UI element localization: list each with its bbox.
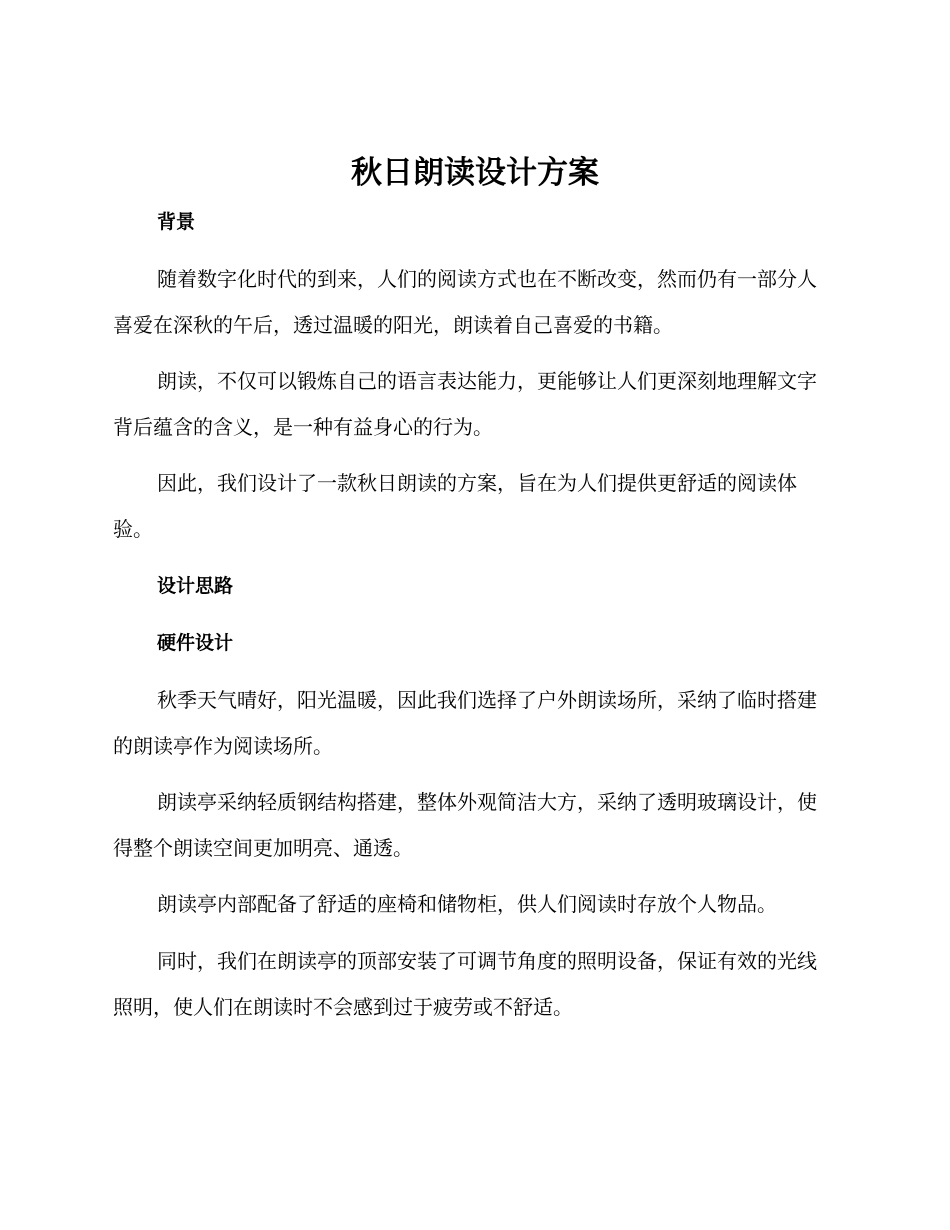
paragraph-6: 朗读亭内部配备了舒适的座椅和储物柜，供人们阅读时存放个人物品。 xyxy=(157,892,777,916)
paragraph-7: 同时，我们在朗读亭的顶部安装了可调节角度的照明设备，保证有效的光线照明，使人们在朗读时不会感到过于疲劳或不舒适。 xyxy=(113,949,817,1019)
paragraph-4: 秋季天气晴好，阳光温暖，因此我们选择了户外朗读场所，采纳了临时搭建的朗读亭作为阅读场所。 xyxy=(113,688,817,758)
heading-hardware-design: 硬件设计 xyxy=(157,632,234,654)
paragraph-3: 因此，我们设计了一款秋日朗读的方案，旨在为人们提供更舒适的阅读体验。 xyxy=(113,471,797,541)
paragraph-2: 朗读，不仅可以锻炼自己的语言表达能力，更能够让人们更深刻地理解文字背后蕴含的含义，是一种有益身心的行为。 xyxy=(113,369,817,439)
document-title: 秋日朗读设计方案 xyxy=(351,155,599,191)
paragraph-5: 朗读亭采纳轻质钢结构搭建，整体外观简洁大方，采纳了透明玻璃设计，使得整个朗读空间更加明亮、通透。 xyxy=(113,790,817,860)
paragraph-1: 随着数字化时代的到来，人们的阅读方式也在不断改变，然而仍有一部分人喜爱在深秋的午后，透过温暖的阳光，朗读着自己喜爱的书籍。 xyxy=(113,267,817,337)
heading-background: 背景 xyxy=(157,211,196,233)
heading-design-approach: 设计思路 xyxy=(157,575,234,597)
